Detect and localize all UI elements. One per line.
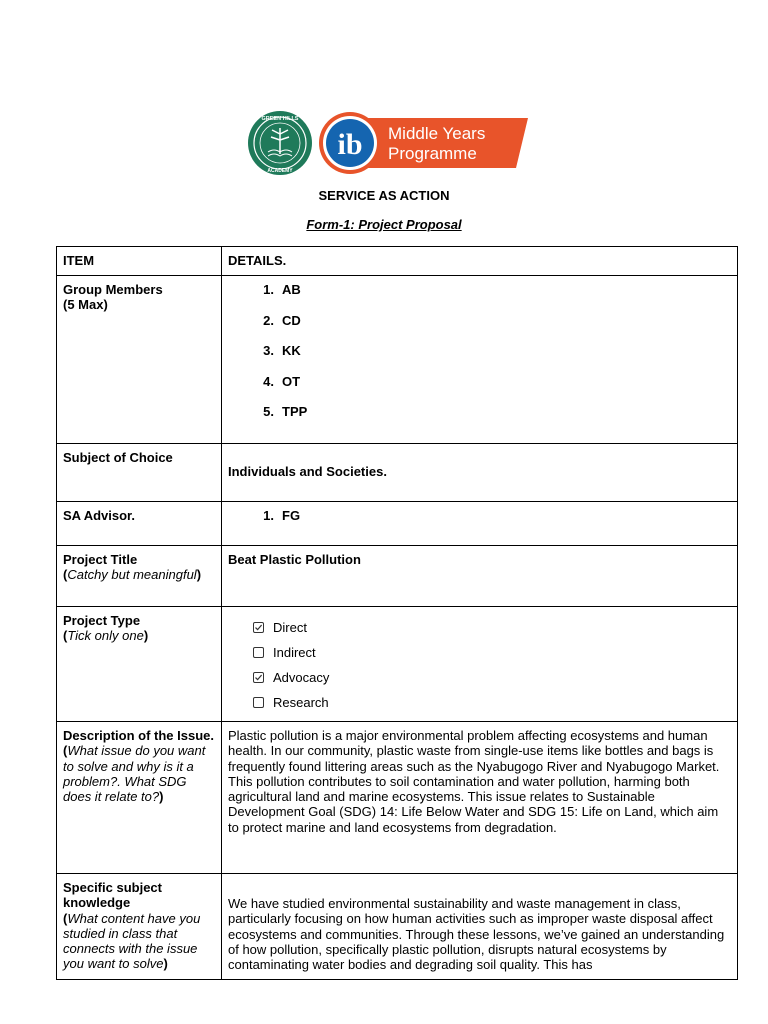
option-label: Research [273,694,329,710]
school-seal-logo [248,111,312,175]
subject-row [57,444,738,502]
subject-cell [222,444,738,502]
seal-text-top: GREEN HILLS [261,116,299,122]
ib-myp-logo [319,112,528,174]
option-advocacy[interactable] [228,665,731,690]
member-name: AB [282,282,301,297]
subject-label: Subject of Choice [57,444,222,502]
seal-text-bottom: ACADEMY [267,168,293,174]
details-header: DETAILS. [222,247,738,276]
project-type-label-cell: Project Type (Tick only one) [57,607,222,722]
ib-line2: Programme [388,144,477,163]
advisor-value: FG [282,508,301,523]
checkbox-empty-icon[interactable] [253,697,264,708]
group-members-label-cell [57,276,222,444]
knowledge-text: We have studied environmental sustainability and waste management in class, particularly focusing on how human activities such as improper waste disposal affect ecosystems and communities. Through these lessons, we’ve gained an understanding of how pollution, specifically plastic pollution, disrupts natural ecosystems by contaminating water bodies and degrading soil quality. This has [228,896,725,973]
checkbox-empty-icon[interactable] [253,647,264,658]
description-text: Plastic pollution is a major environmental problem affecting ecosystems and human health. In our community, plastic waste from single-use items like bottles and bags is frequently found littering areas such as the Nyabugogo River and Nyabugogo Market. This pollution contributes to soil contamination and water pollution, harming both agricultural land and marine ecosystems. This issue relates to Sustainable Development Goal (SDG) 14: Life Below Water and SDG 15: Life on Land, which aim to protect marine and land ecosystems from degradation. [228,728,720,835]
form-title: Form-1: Project Proposal [306,217,462,232]
description-cell [222,722,738,874]
members-list [228,282,731,435]
project-type-options [228,613,731,715]
logos-graphic [240,108,530,178]
table-header-row [57,247,738,276]
member-name: KK [282,343,301,359]
list-item: 4. OT [228,374,731,405]
advisor-num: 1. [263,508,274,523]
project-title-label-cell: Project Title (Catchy but meaningful) [57,546,222,607]
member-name: CD [282,312,301,328]
ib-mark: ib [337,128,363,161]
group-members-row [57,276,738,444]
proposal-table [56,246,738,980]
ib-line1: Middle Years [388,124,486,143]
checkbox-checked-icon[interactable] [253,622,264,633]
group-members-label: Group Members [63,282,163,297]
knowledge-row [57,874,738,980]
group-members-sublabel: (5 Max) [63,297,108,313]
description-label: Description of the Issue. [63,728,214,743]
option-label: Advocacy [273,669,330,685]
subject-value: Individuals and Societies. [228,464,387,479]
knowledge-hint: What content have you studied in class that connects with the issue you want to solve [63,910,201,972]
option-label: Indirect [273,644,316,660]
list-item: 3. KK [228,343,731,374]
description-row [57,722,738,874]
list-item: 2. CD [228,313,731,344]
project-title-label: Project Title [63,552,138,567]
project-title-hint: Catchy but meaningful [67,567,197,583]
knowledge-label: Specific subject knowledge [63,880,162,911]
list-item: 1. AB [228,282,731,313]
option-indirect[interactable] [228,640,731,665]
list-item: 5. TPP [228,404,731,435]
advisor-label: SA Advisor. [57,502,222,546]
project-type-row [57,607,738,722]
member-name: TPP [282,404,308,420]
project-title-value: Beat Plastic Pollution [222,546,738,607]
knowledge-label-cell: Specific subject knowledge (What content have you studied in class that connects with the issue you want to solve) [57,874,222,980]
project-type-cell [222,607,738,722]
group-members-cell [222,276,738,444]
item-header: ITEM [57,247,222,276]
description-label-cell: Description of the Issue. (What issue do you want to solve and why is it a problem?. What SDG does it relate to?) [57,722,222,874]
project-type-hint: Tick only one [67,628,144,644]
document-title: SERVICE AS ACTION [318,188,450,203]
project-type-label: Project Type [63,613,141,628]
checkbox-checked-icon[interactable] [253,672,264,683]
advisor-cell [222,502,738,546]
option-direct[interactable] [228,615,731,640]
project-title-row [57,546,738,607]
description-hint: What issue do you want to solve and why is it a problem?. What SDG does it relate to? [63,743,206,805]
advisor-row [57,502,738,546]
option-label: Direct [273,619,307,635]
header-logos [240,108,530,178]
member-name: OT [282,373,301,389]
knowledge-cell [222,874,738,980]
option-research[interactable] [228,690,731,715]
